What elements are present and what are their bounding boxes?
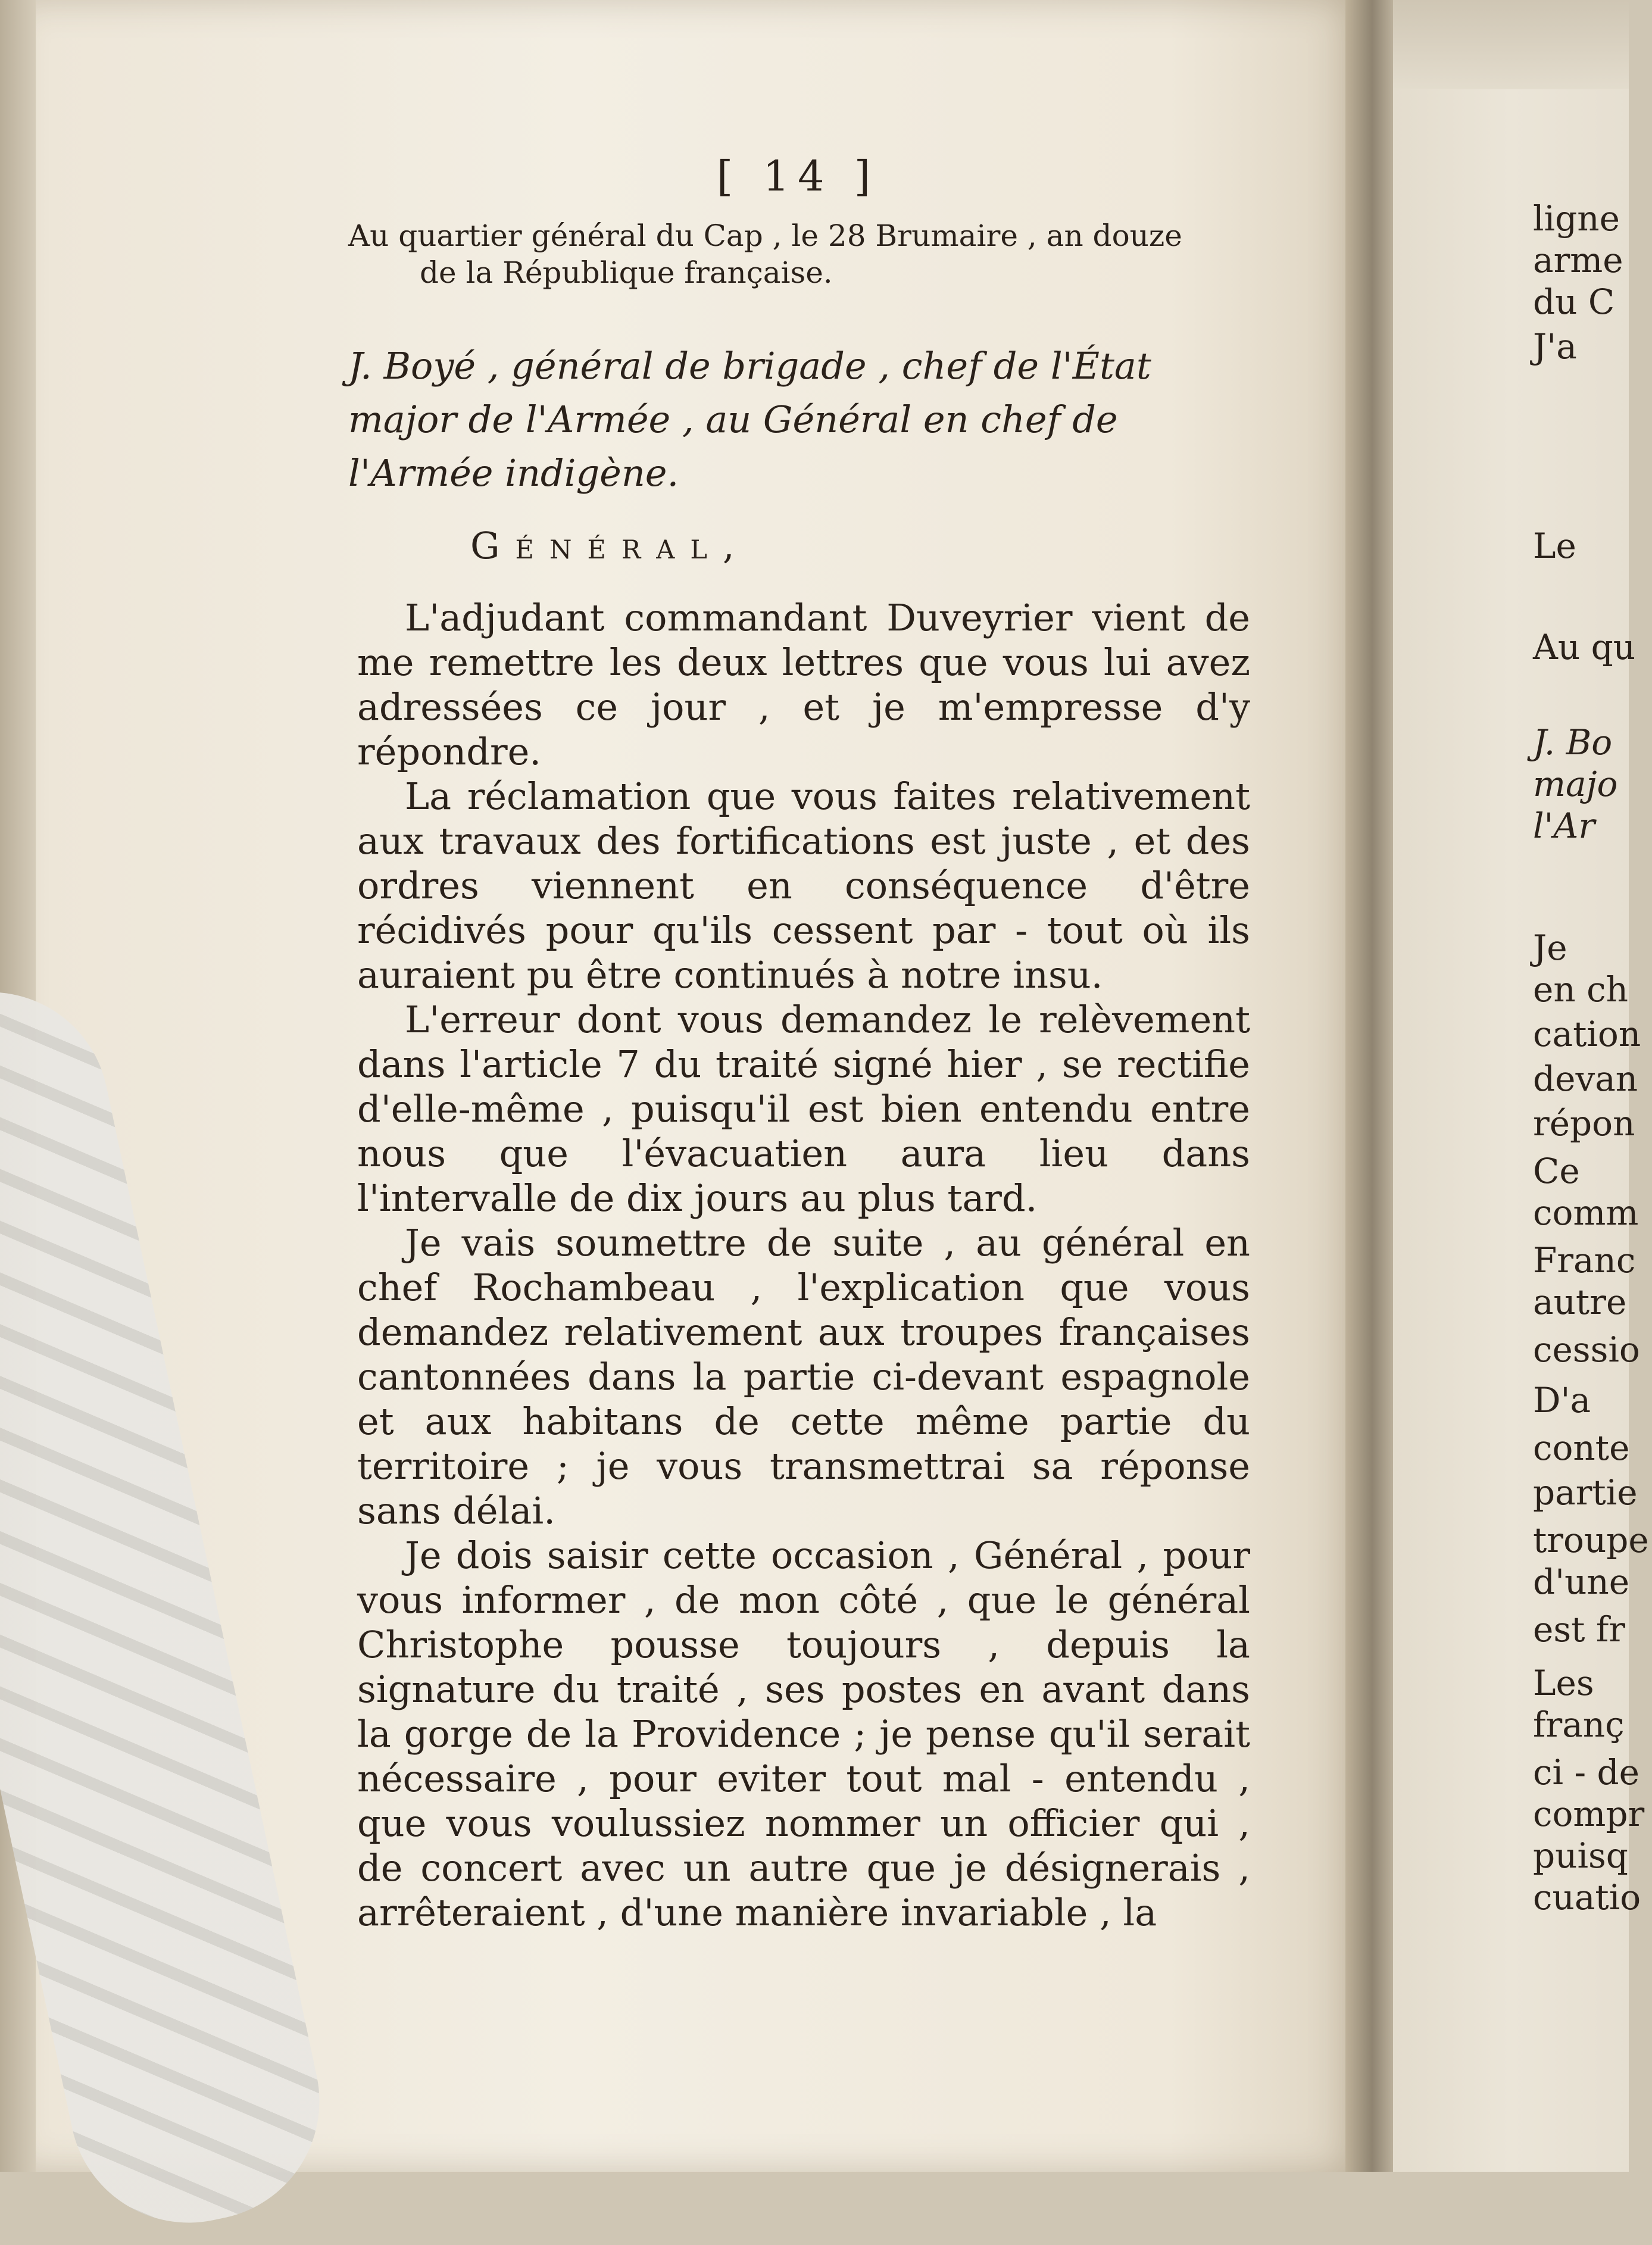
facing-page-fragment: est fr	[1533, 1609, 1626, 1650]
facing-page-fragment: cation	[1533, 1014, 1641, 1054]
paragraph: Je vais soumettre de suite , au général en chef Rochambeau , l'explication que vous demandez relativement aux troupes françaises cantonnées dans la partie ci-devant espagnole et aux habitans de cette même partie du territoire ; je vous transmettrai sa réponse sans délai.	[357, 1221, 1250, 1532]
facing-page-fragment: Franc	[1533, 1240, 1636, 1281]
dateline-line2: de la République française.	[420, 255, 833, 290]
paragraph: L'erreur dont vous demandez le relèvement dans l'article 7 du traité signé hier , se rectifie d'elle-même , puisqu'il est bien entendu entre nous que l'évacuatien aura lieu dans l'intervalle de dix jours au plus tard.	[357, 998, 1250, 1220]
facing-page-fragment: en ch	[1533, 969, 1628, 1010]
facing-page-fragment: troupe	[1533, 1520, 1649, 1560]
facing-page-fragment: arme	[1533, 240, 1623, 280]
paragraph: La réclamation que vous faites relativement aux travaux des fortifications est juste , et des ordres viennent en conséquence d'être récidivés pour qu'ils cessent par - tout où ils auraient pu être continués à notre insu.	[357, 775, 1250, 997]
letter-heading: J. Boyé , général de brigade , chef de l'État major de l'Armée , au Général en chef de l'Armée indigène.	[348, 344, 1151, 495]
facing-page-fragment: majo	[1533, 764, 1618, 804]
facing-page-fragment: J'a	[1533, 326, 1577, 367]
facing-page-fragment: Au qu	[1533, 627, 1636, 667]
facing-page-fragment: du C	[1533, 282, 1615, 322]
facing-page-fragment: cuatio	[1533, 1877, 1641, 1918]
facing-page-fragment: d'une	[1533, 1562, 1630, 1602]
book-gutter	[1345, 0, 1399, 2172]
dateline-line1: Au quartier général du Cap , le 28 Brumaire , an douze	[348, 218, 1182, 253]
paragraph: L'adjudant commandant Duveyrier vient de me remettre les deux lettres que vous lui avez adressées ce jour , et je m'empresse d'y répondre.	[357, 596, 1250, 773]
facing-page-fragment: Ce	[1533, 1151, 1580, 1191]
paragraph: Je dois saisir cette occasion , Général , pour vous informer , de mon côté , que le général Christophe pousse toujours , depuis la signature du traité , ses postes en avant dans la gorge de la Providence ; je pense qu'il serait nécessaire , pour eviter tout mal - entendu , que vous voulussiez nommer un officier qui , de concert avec un autre que je désignerais , arrêteraient , d'une manière invariable , la	[357, 1534, 1250, 1934]
facing-page-fragment: J. Bo	[1533, 722, 1613, 763]
facing-page-fragment: Je	[1533, 928, 1567, 968]
facing-page-fragment: répon	[1533, 1103, 1635, 1144]
letter-body	[357, 595, 1250, 1935]
facing-page-fragment: cessio	[1533, 1329, 1640, 1370]
facing-page-fragment: partie	[1533, 1472, 1638, 1513]
page-number: [ 14 ]	[716, 152, 879, 201]
facing-page-fragment: D'a	[1533, 1380, 1591, 1420]
facing-page-fragment: Les	[1533, 1663, 1594, 1703]
facing-page-fragment: devan	[1533, 1059, 1638, 1099]
facing-page-fragment: conte	[1533, 1428, 1630, 1468]
facing-page-fragment: autre	[1533, 1282, 1627, 1322]
facing-page-fragment: ci - de	[1533, 1752, 1639, 1793]
facing-page-fragment: comm	[1533, 1192, 1639, 1233]
dateline	[348, 217, 1229, 291]
facing-page-fragment: ligne	[1533, 198, 1620, 239]
salutation: Général,	[470, 524, 750, 567]
facing-page-fragment: Le	[1533, 526, 1576, 566]
facing-page-top-shadow	[1393, 0, 1629, 89]
facing-page-fragment: compr	[1533, 1794, 1645, 1834]
facing-page-fragment: puisq	[1533, 1835, 1628, 1876]
facing-page-fragment: franç	[1533, 1704, 1625, 1745]
facing-page-fragment: l'Ar	[1533, 805, 1595, 846]
